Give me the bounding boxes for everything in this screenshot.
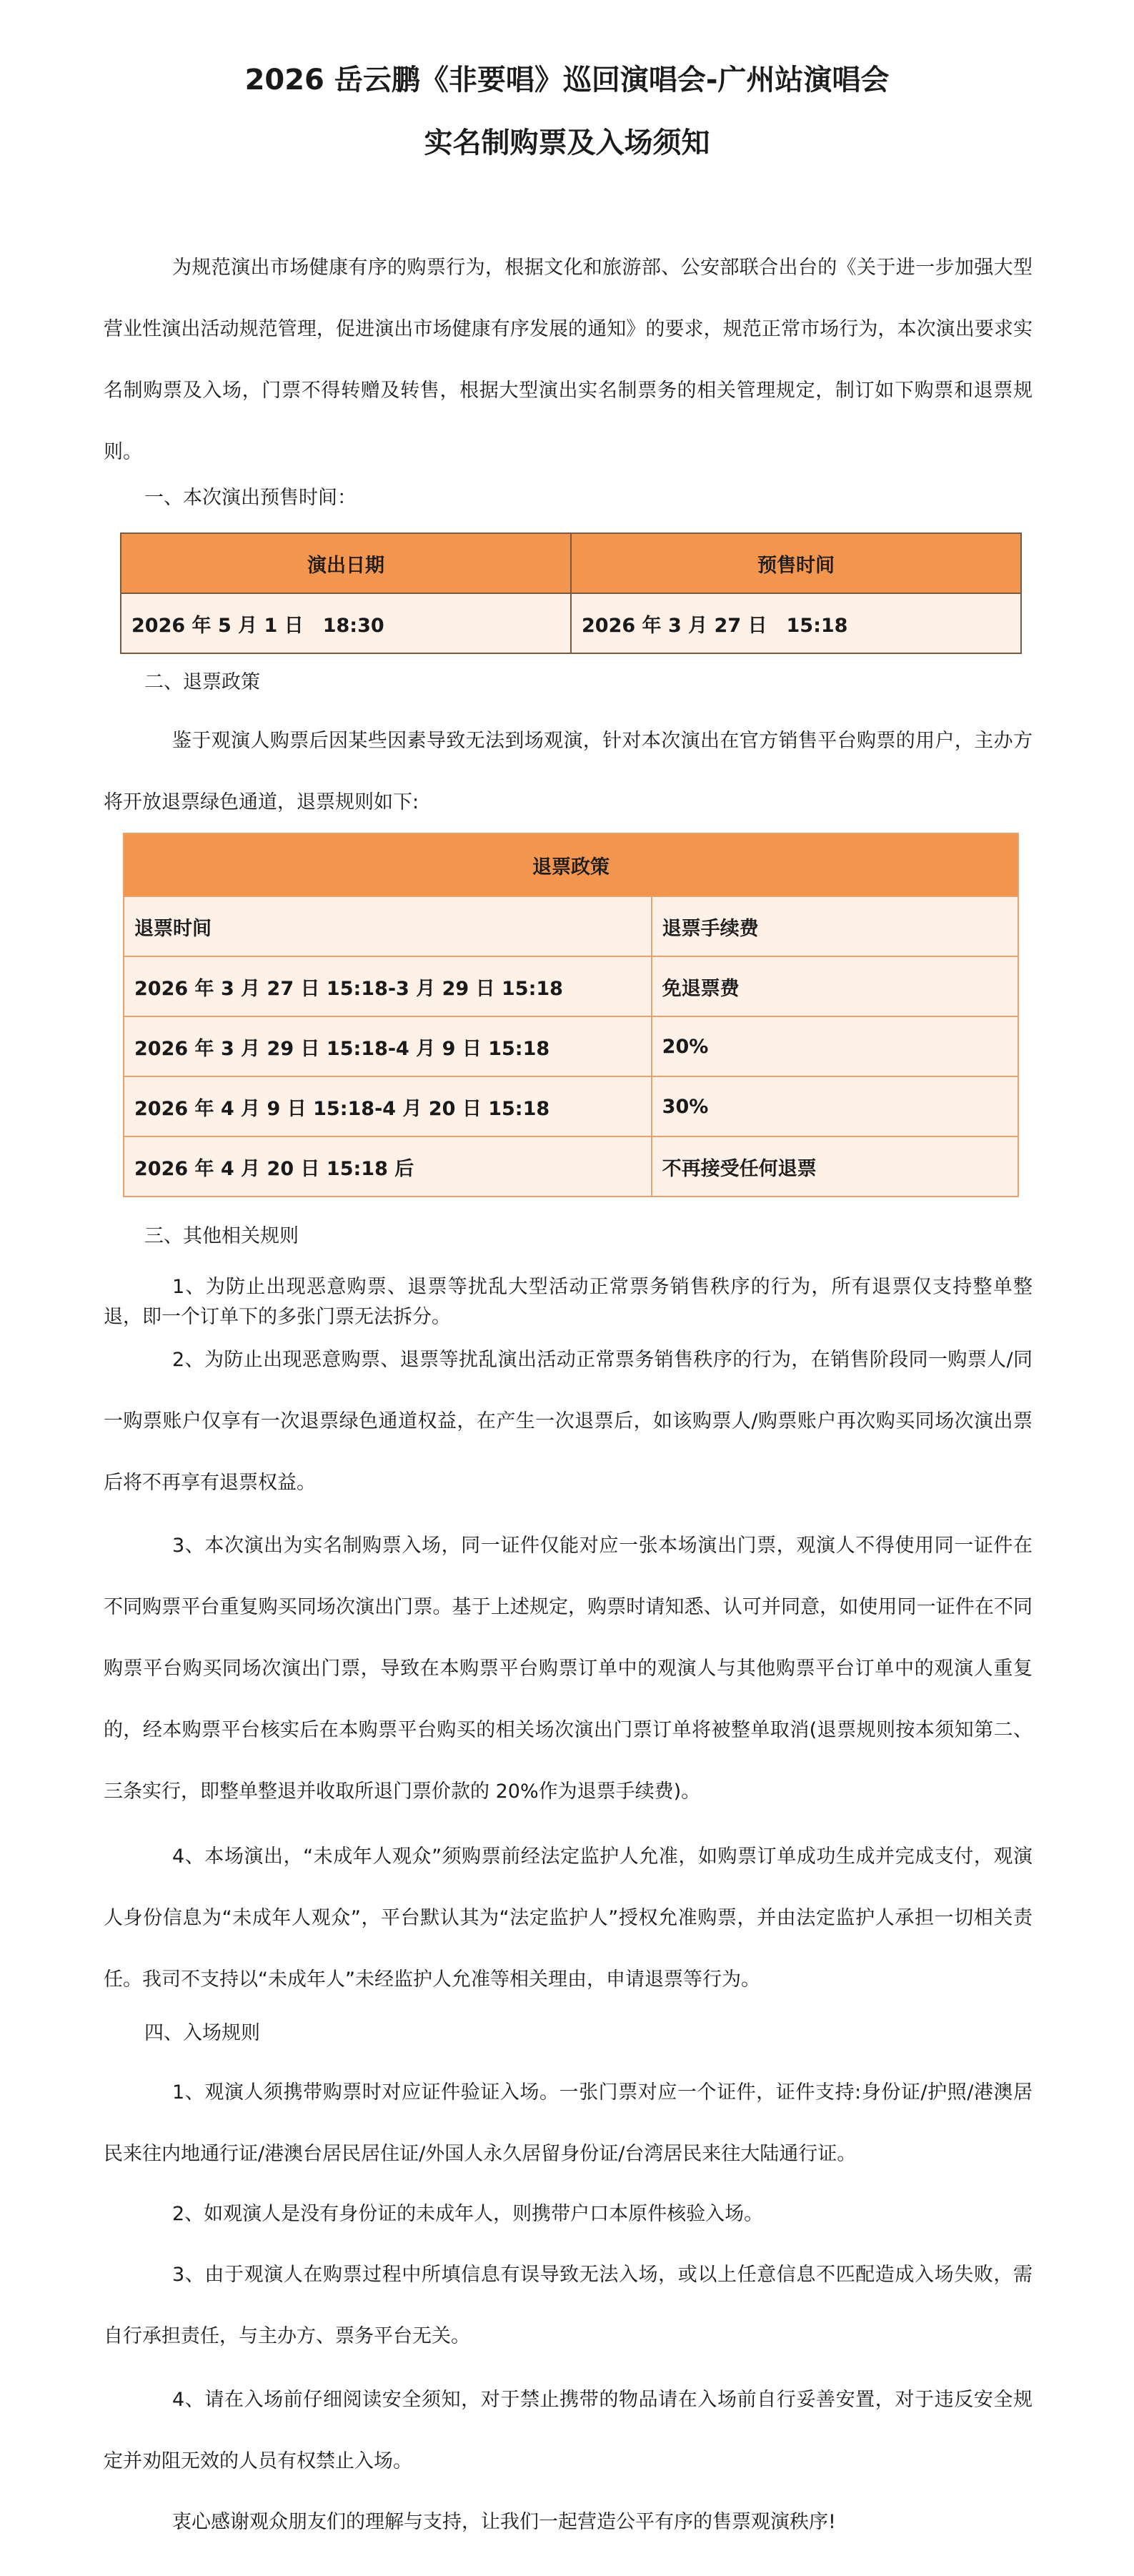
presale-show-date: 2026 年 5 月 1 日 18:30	[121, 593, 571, 653]
entry-rule-3: 3、由于观演人在购票过程中所填信息有误导致无法入场，或以上任意信息不匹配造成入场失败，需自行承担责任，与主办方、票务平台无关。	[104, 2264, 1033, 2347]
presale-header-date: 演出日期	[121, 533, 571, 593]
presale-header-time: 预售时间	[571, 533, 1021, 593]
presale-start-time: 2026 年 3 月 27 日 15:18	[571, 593, 1021, 653]
section-heading-other-rules: 三、其他相关规则	[144, 1225, 299, 1247]
table-row	[124, 1076, 1018, 1136]
refund-table-title: 退票政策	[124, 833, 1018, 896]
refund-policy-table	[123, 833, 1019, 1197]
refund-period: 2026 年 4 月 9 日 15:18-4 月 20 日 15:18	[124, 1076, 652, 1136]
refund-period: 2026 年 3 月 29 日 15:18-4 月 9 日 15:18	[124, 1016, 652, 1076]
intro-paragraph: 为规范演出市场健康有序的购票行为，根据文化和旅游部、公安部联合出台的《关于进一步加强大型营业性演出活动规范管理，促进演出市场健康有序发展的通知》的要求，规范正常市场行为，本次演出要求实名制购票及入场，门票不得转赠及转售，根据大型演出实名制票务的相关管理规定，制订如下购票和退票规则。	[104, 257, 1033, 463]
closing-paragraph: 衷心感谢观众朋友们的理解与支持，让我们一起营造公平有序的售票观演秩序!	[172, 2511, 836, 2533]
section-heading-presale: 一、本次演出预售时间：	[144, 487, 357, 509]
section-heading-entry-rules: 四、入场规则	[144, 2022, 260, 2044]
document-title: 2026 岳云鹏《非要唱》巡回演唱会-广州站演唱会	[244, 64, 890, 96]
refund-header-fee: 退票手续费	[652, 896, 1018, 956]
other-rule-2: 2、为防止出现恶意购票、退票等扰乱演出活动正常票务销售秩序的行为，在销售阶段同一购票人/同一购票账户仅享有一次退票绿色通道权益，在产生一次退票后，如该购票人/购票账户再次购买同场次演出票后将不再享有退票权益。	[104, 1349, 1033, 1494]
entry-rule-1: 1、观演人须携带购票时对应证件验证入场。一张门票对应一个证件，证件支持:身份证/护照/港澳居民来往内地通行证/港澳台居民居住证/外国人永久居留身份证/台湾居民来往大陆通行证。	[104, 2081, 1033, 2165]
other-rule-3: 3、本次演出为实名制购票入场，同一证件仅能对应一张本场演出门票，观演人不得使用同一证件在不同购票平台重复购买同场次演出门票。基于上述规定，购票时请知悉、认可并同意，如使用同一证件在不同购票平台购买同场次演出门票，导致在本购票平台购票订单中的观演人与其他购票平台订单中的观演人重复的，经本购票平台核实后在本购票平台购买的相关场次演出门票订单将被整单取消(退票规则按本须知第二、三条实行，即整单整退并收取所退门票价款的 20%作为退票手续费)。	[104, 1535, 1033, 1803]
presale-table	[120, 532, 1022, 654]
entry-rule-4: 4、请在入场前仔细阅读安全须知，对于禁止携带的物品请在入场前自行妥善安置，对于违反安全规定并劝阻无效的人员有权禁止入场。	[104, 2389, 1033, 2472]
refund-period: 2026 年 4 月 20 日 15:18 后	[124, 1136, 652, 1197]
refund-fee: 20%	[652, 1016, 1018, 1076]
refund-fee: 30%	[652, 1076, 1018, 1136]
section-heading-refund: 二、退票政策	[144, 671, 260, 693]
other-rule-4: 4、本场演出，“未成年人观众”须购票前经法定监护人允准，如购票订单成功生成并完成支付，观演人身份信息为“未成年人观众”，平台默认其为“法定监护人”授权允准购票，并由法定监护人承担一切相关责任。我司不支持以“未成年人”未经监护人允准等相关理由，申请退票等行为。	[104, 1846, 1033, 1991]
document-subtitle: 实名制购票及入场须知	[424, 127, 710, 159]
table-row	[124, 1016, 1018, 1076]
refund-fee: 不再接受任何退票	[652, 1136, 1018, 1197]
table-row	[124, 956, 1018, 1016]
refund-fee: 免退票费	[652, 956, 1018, 1016]
refund-intro-paragraph: 鉴于观演人购票后因某些因素导致无法到场观演，针对本次演出在官方销售平台购票的用户，主办方将开放退票绿色通道，退票规则如下:	[104, 730, 1033, 813]
refund-period: 2026 年 3 月 27 日 15:18-3 月 29 日 15:18	[124, 956, 652, 1016]
entry-rule-2: 2、如观演人是没有身份证的未成年人，则携带户口本原件核验入场。	[172, 2203, 764, 2225]
other-rule-1: 1、为防止出现恶意购票、退票等扰乱大型活动正常票务销售秩序的行为，所有退票仅支持整单整退，即一个订单下的多张门票无法拆分。	[104, 1276, 1033, 1328]
table-row	[124, 1136, 1018, 1197]
refund-header-time: 退票时间	[124, 896, 652, 956]
